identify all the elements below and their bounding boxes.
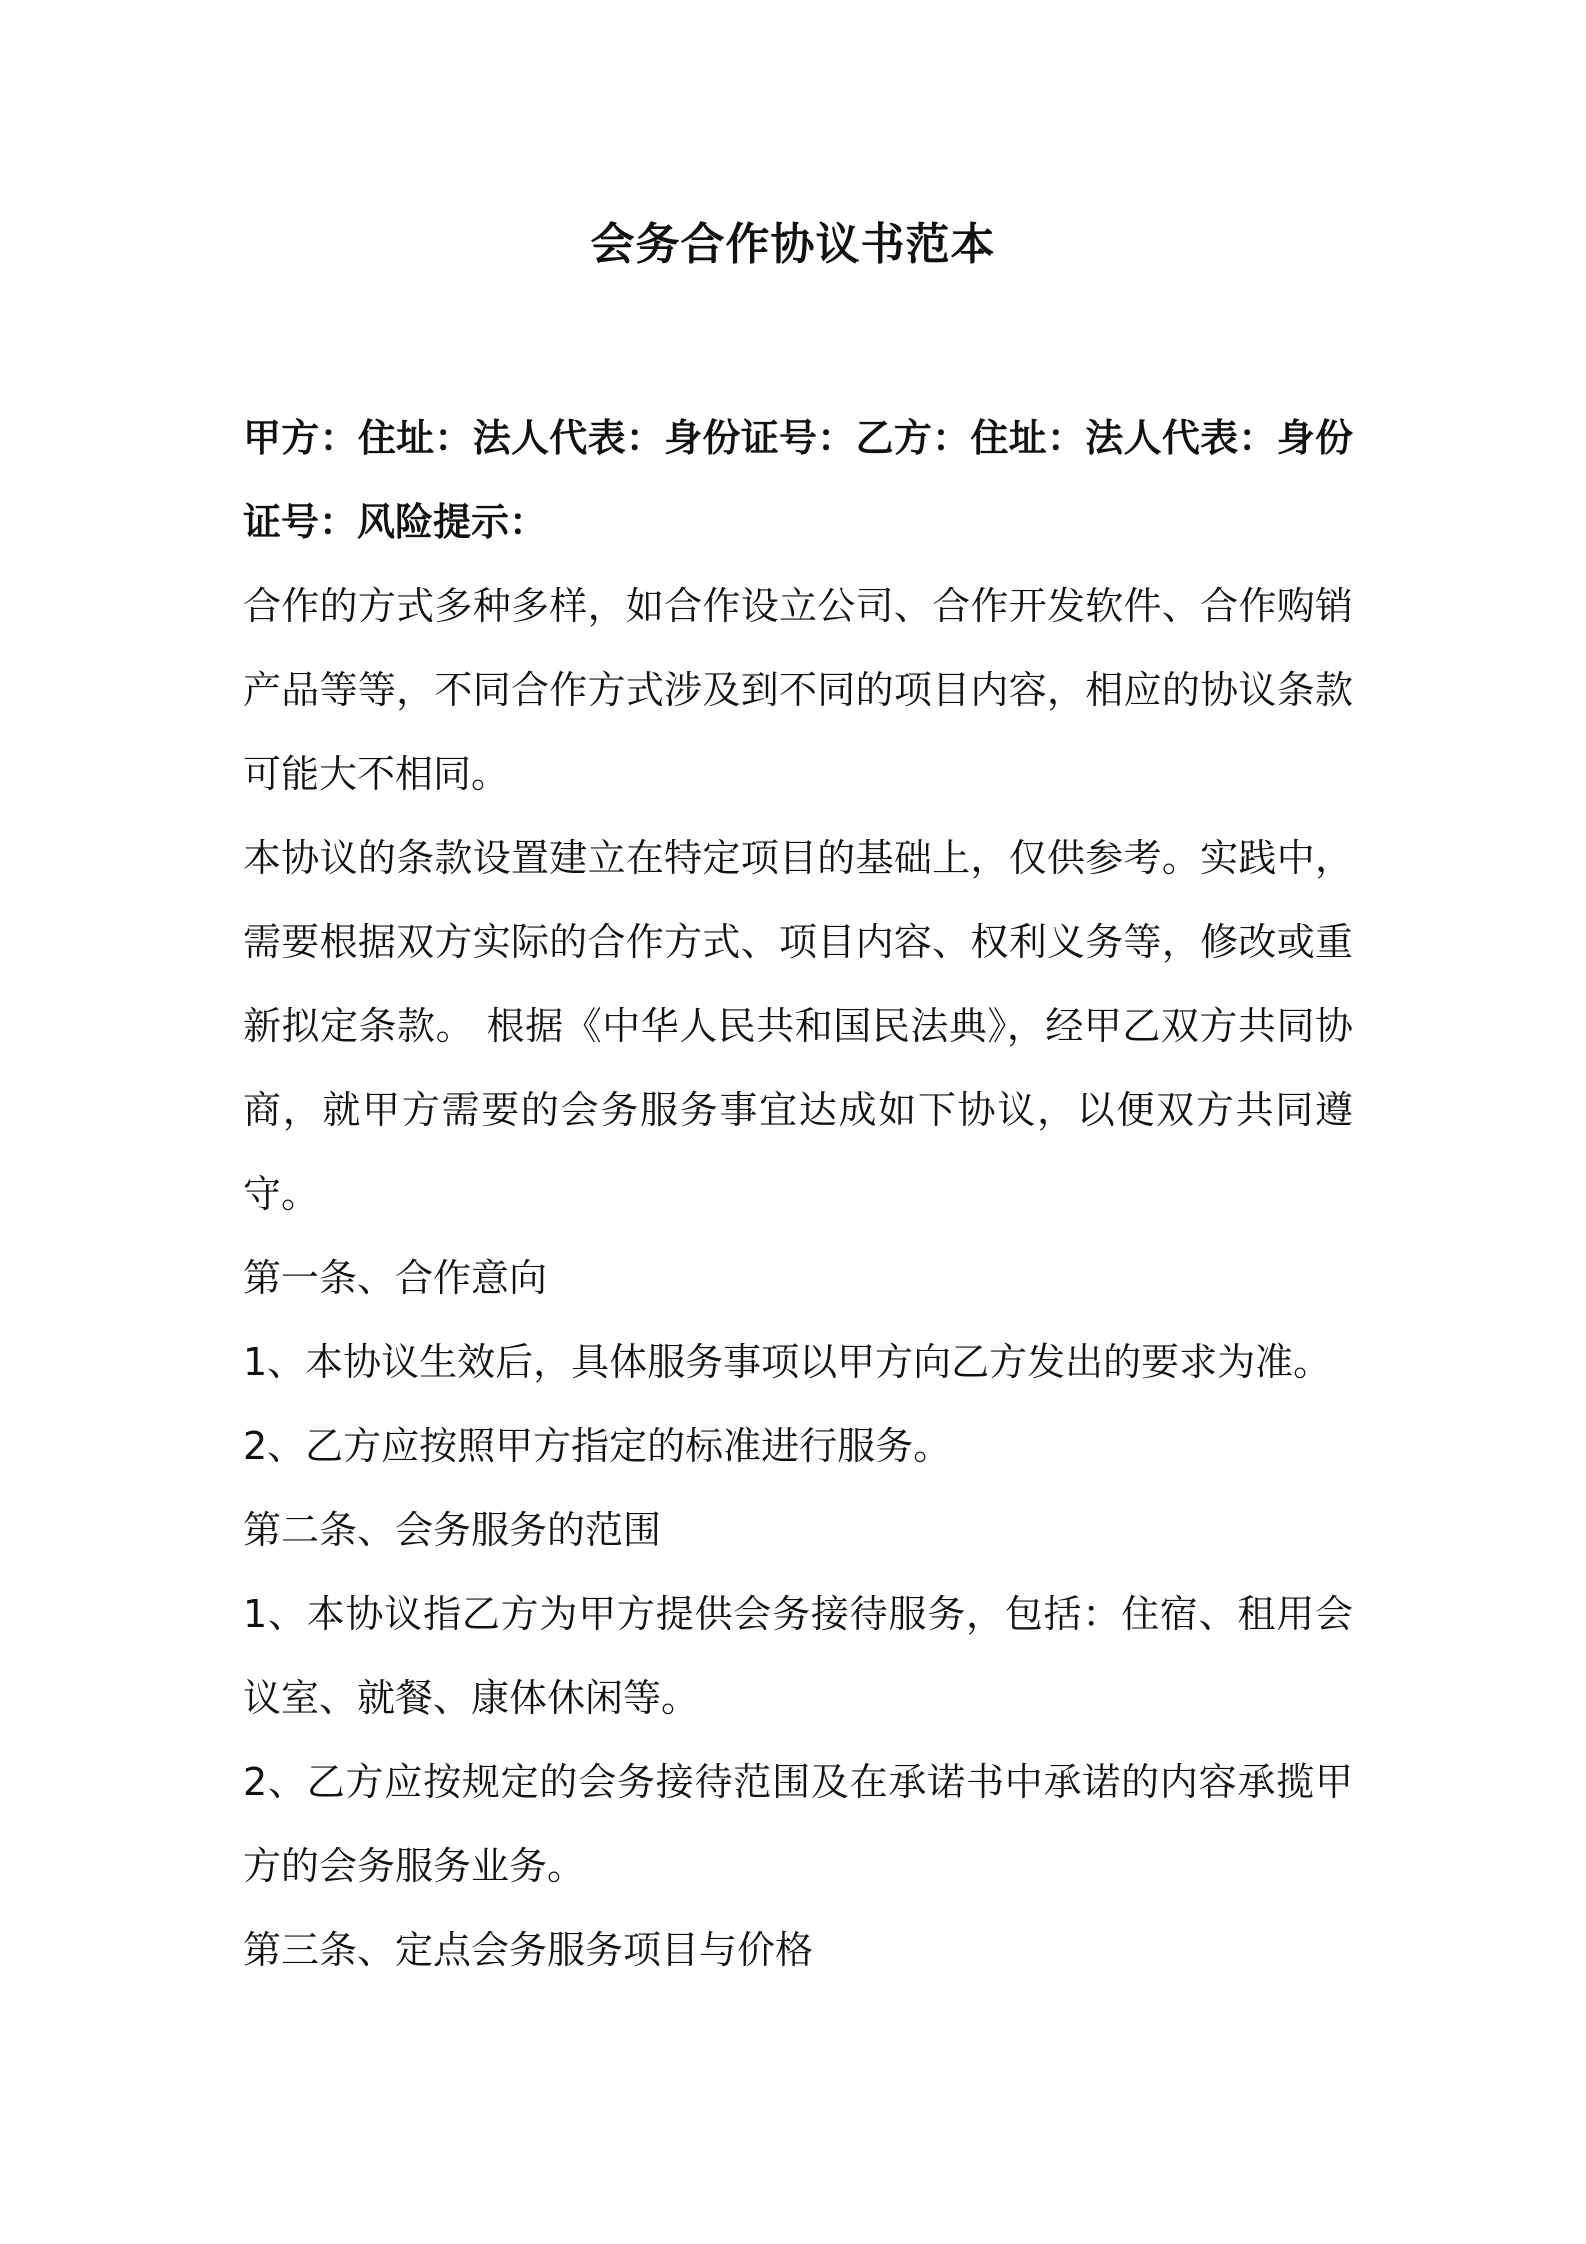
article-2-clause-1: 1、本协议指乙方为甲方提供会务接待服务，包括：住宿、租用会议室、就餐、康体休闲等。: [243, 1592, 1353, 1720]
document-title: 会务合作协议书范本: [590, 219, 996, 270]
risk-note-paragraph-1: 合作的方式多种多样，如合作设立公司、合作开发软件、合作购销产品等等，不同合作方式涉及到不同的项目内容，相应的协议条款可能大不相同。: [243, 584, 1353, 796]
article-3-heading: 第三条、定点会务服务项目与价格: [243, 1928, 814, 1972]
article-1-clause-1: 1、本协议生效后，具体服务事项以甲方向乙方发出的要求为准。: [243, 1340, 1332, 1384]
article-1-heading: 第一条、合作意向: [243, 1256, 548, 1300]
risk-note-paragraph-2: 本协议的条款设置建立在特定项目的基础上，仅供参考。实践中，需要根据双方实际的合作方式、项目内容、权利义务等，修改或重新拟定条款。 根据《中华人民共和国民法典》，经甲乙双方共同协商，就甲方需要的会务服务事宜达成如下协议，以便双方共同遵守。: [243, 836, 1353, 1216]
article-2-heading: 第二条、会务服务的范围: [243, 1508, 662, 1552]
article-1-clause-2: 2、乙方应按照甲方指定的标准进行服务。: [243, 1424, 952, 1468]
article-2-clause-2: 2、乙方应按规定的会务接待范围及在承诺书中承诺的内容承揽甲方的会务服务业务。: [243, 1760, 1353, 1888]
document-body: [243, 396, 1353, 1992]
parties-paragraph: 甲方：住址：法人代表：身份证号：乙方：住址：法人代表：身份证号：风险提示：: [243, 416, 1353, 544]
